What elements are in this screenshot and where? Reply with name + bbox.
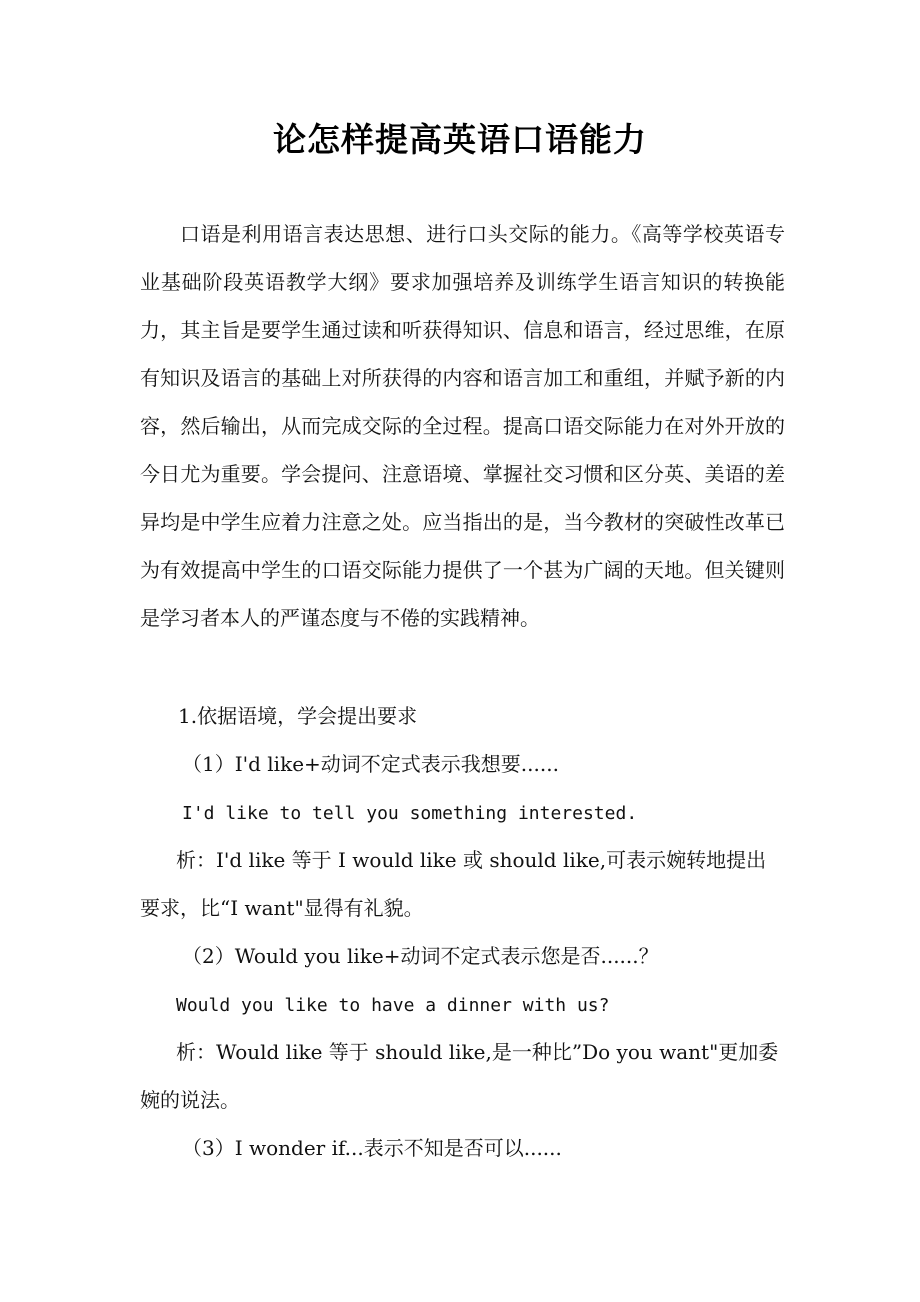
analysis-paragraph-1: 析：I'd like 等于 I would like 或 should like,可表示婉转地提出要求，比“I want"显得有礼貌。 [140,848,767,920]
document-title: 论怎样提高英语口语能力 [273,120,647,159]
item-heading-1: （1）I'd like+动词不定式表示我想要...... [182,752,559,776]
intro-paragraph: 口语是利用语言表达思想、进行口头交际的能力。《高等学校英语专业基础阶段英语教学大纲》要求加强培养及训练学生语言知识的转换能力，其主旨是要学生通过读和听获得知识、信息和语言，经过思维，在原有知识及语言的基础上对所获得的内容和语言加工和重组，并赋予新的内容，然后输出，从而完成交际的全过程。提高口语交际能力在对外开放的今日尤为重要。学会提问、注意语境、掌握社交习惯和区分英、美语的差异均是中学生应着力注意之处。应当指出的是，当今教材的突破性改革已为有效提高中学生的口语交际能力提供了一个甚为广阔的天地。但关键则是学习者本人的严谨态度与不倦的实践精神。 [140,222,785,630]
section-heading: 1.依据语境，学会提出要求 [178,704,418,728]
example-sentence-2: Would you like to have a dinner with us? [176,995,610,1016]
example-sentence-1: I'd like to tell you something interested. [182,803,638,824]
item-heading-3: （3）I wonder if...表示不知是否可以...... [182,1136,562,1160]
item-heading-2: （2）Would you like+动词不定式表示您是否......？ [182,944,659,968]
analysis-paragraph-2: 析：Would like 等于 should like,是一种比”Do you want"更加委婉的说法。 [140,1040,779,1112]
